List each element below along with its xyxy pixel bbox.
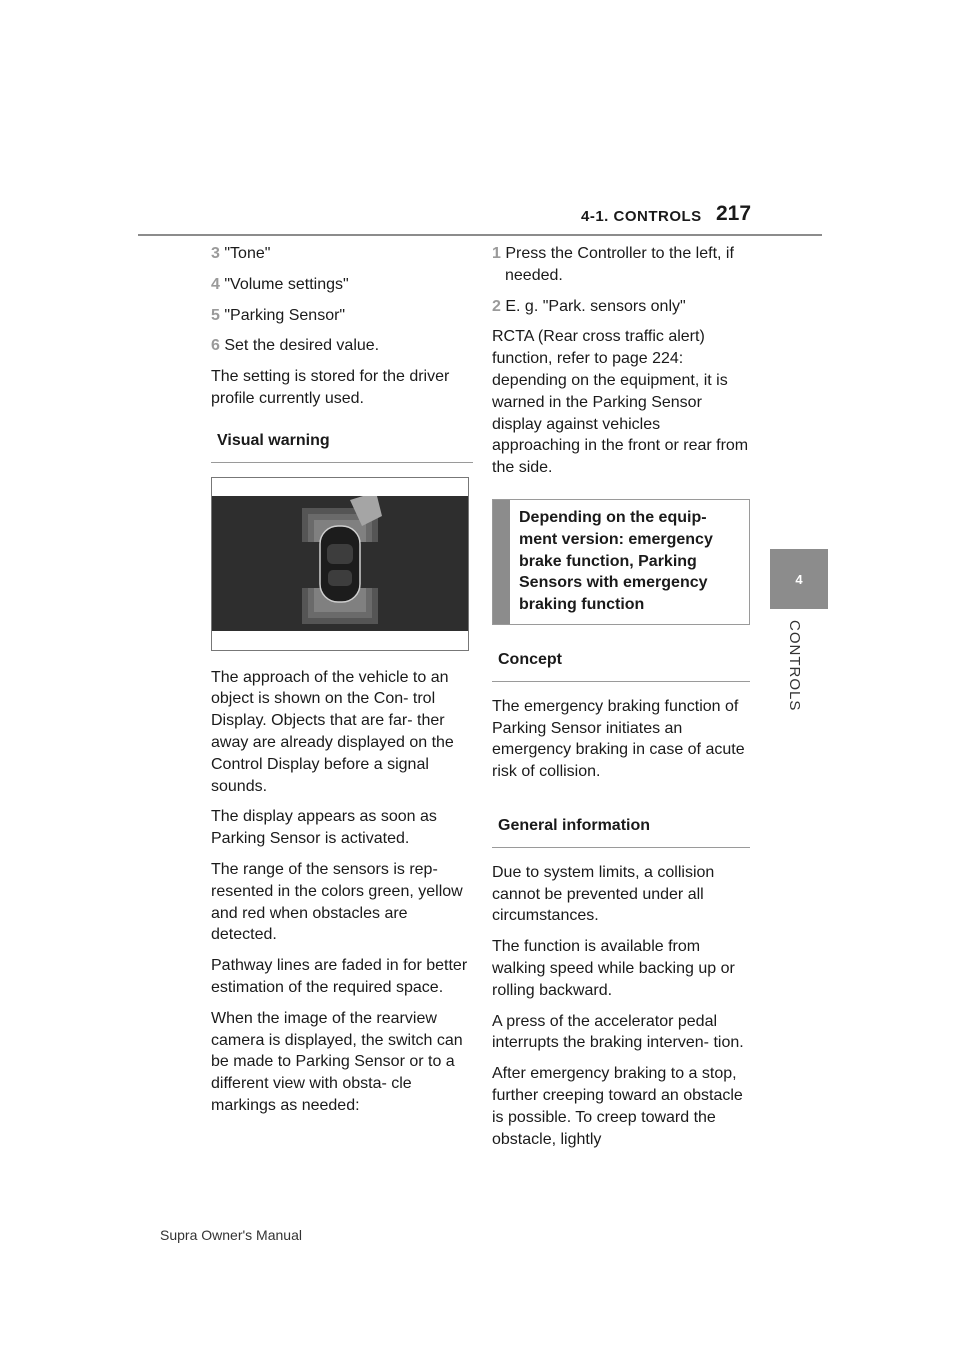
heading-text: Concept <box>498 650 562 668</box>
step-number: 4 <box>211 275 220 293</box>
step-item <box>211 243 473 265</box>
storage-note: The setting is stored for the driver profile currently used. <box>211 368 450 407</box>
general-info-heading <box>492 807 750 848</box>
step-text: E. g. "Park. sensors only" <box>505 297 686 315</box>
header-divider <box>138 234 822 236</box>
manual-footer: Supra Owner's Manual <box>160 1227 302 1243</box>
step-number: 5 <box>211 306 220 324</box>
car-silhouette <box>320 526 360 602</box>
chapter-number: 4 <box>795 571 803 587</box>
control-display-image <box>212 496 468 631</box>
step-item <box>492 296 750 318</box>
step-number: 1 <box>492 245 501 262</box>
callout-bar <box>493 500 510 624</box>
step-text: "Tone" <box>224 245 271 262</box>
section-callout <box>492 499 750 625</box>
step-text: "Volume settings" <box>224 275 349 293</box>
paragraph: The function is available from walking speed while backing up or rolling backward. <box>492 938 735 999</box>
step-text: "Parking Sensor" <box>224 306 346 324</box>
step-item <box>211 335 473 357</box>
heading-text: General information <box>498 816 651 834</box>
paragraph: A press of the accelerator pedal interrupts the braking interven- tion. <box>492 1012 744 1052</box>
section-title: 4-1. CONTROLS <box>581 208 702 225</box>
paragraph: When the image of the rearview camera is displayed, the switch can be made to Parking Sensor or to a different view with obsta- cle markings as needed: <box>211 1009 463 1114</box>
chapter-tab <box>770 549 828 609</box>
step-number: 2 <box>492 297 501 315</box>
step-text: Set the desired value. <box>224 337 380 355</box>
paragraph: Pathway lines are faded in for better estimation of the required space. <box>211 957 468 996</box>
right-column <box>492 243 750 1159</box>
chapter-label: CONTROLS <box>786 620 803 712</box>
visual-warning-heading <box>211 422 473 463</box>
parking-sensor-figure <box>211 477 469 651</box>
paragraph: The display appears as soon as Parking Sensor is activated. <box>211 808 437 848</box>
step-number: 3 <box>211 245 220 262</box>
page-number: 217 <box>716 202 752 225</box>
parking-sensor-illustration <box>212 496 468 631</box>
step-item <box>211 305 473 327</box>
left-column <box>211 243 473 1126</box>
paragraph: The approach of the vehicle to an object is shown on the Con- trol Display. Objects that are far- ther away are already displayed on the Control Display before a signal sounds. <box>211 668 454 795</box>
concept-heading <box>492 641 750 682</box>
paragraph: After emergency braking to a stop, further creeping toward an obstacle is possible. To creep toward the obstacle, lightly <box>492 1065 743 1148</box>
step-number: 6 <box>211 337 220 355</box>
paragraph: The range of the sensors is rep- resented in the colors green, yellow and red when obstacles are detected. <box>211 860 463 944</box>
heading-text: Visual warning <box>217 431 330 449</box>
rcta-paragraph: RCTA (Rear cross traffic alert) function, refer to page 224: depending on the equipment, it is warned in the Parking Sensor display against vehicles approaching in the front or rear from the side. <box>492 328 749 477</box>
callout-text: Depending on the equip- ment version: emergency brake function, Parking Sensors with emergency braking function <box>519 508 713 614</box>
step-item <box>492 243 750 287</box>
step-text: Press the Controller to the left, if needed. <box>505 245 734 284</box>
step-item <box>211 274 473 296</box>
concept-paragraph: The emergency braking function of Parking Sensor initiates an emergency braking in case of acute risk of collision. <box>492 697 745 781</box>
paragraph: Due to system limits, a collision cannot be prevented under all circumstances. <box>492 863 715 925</box>
